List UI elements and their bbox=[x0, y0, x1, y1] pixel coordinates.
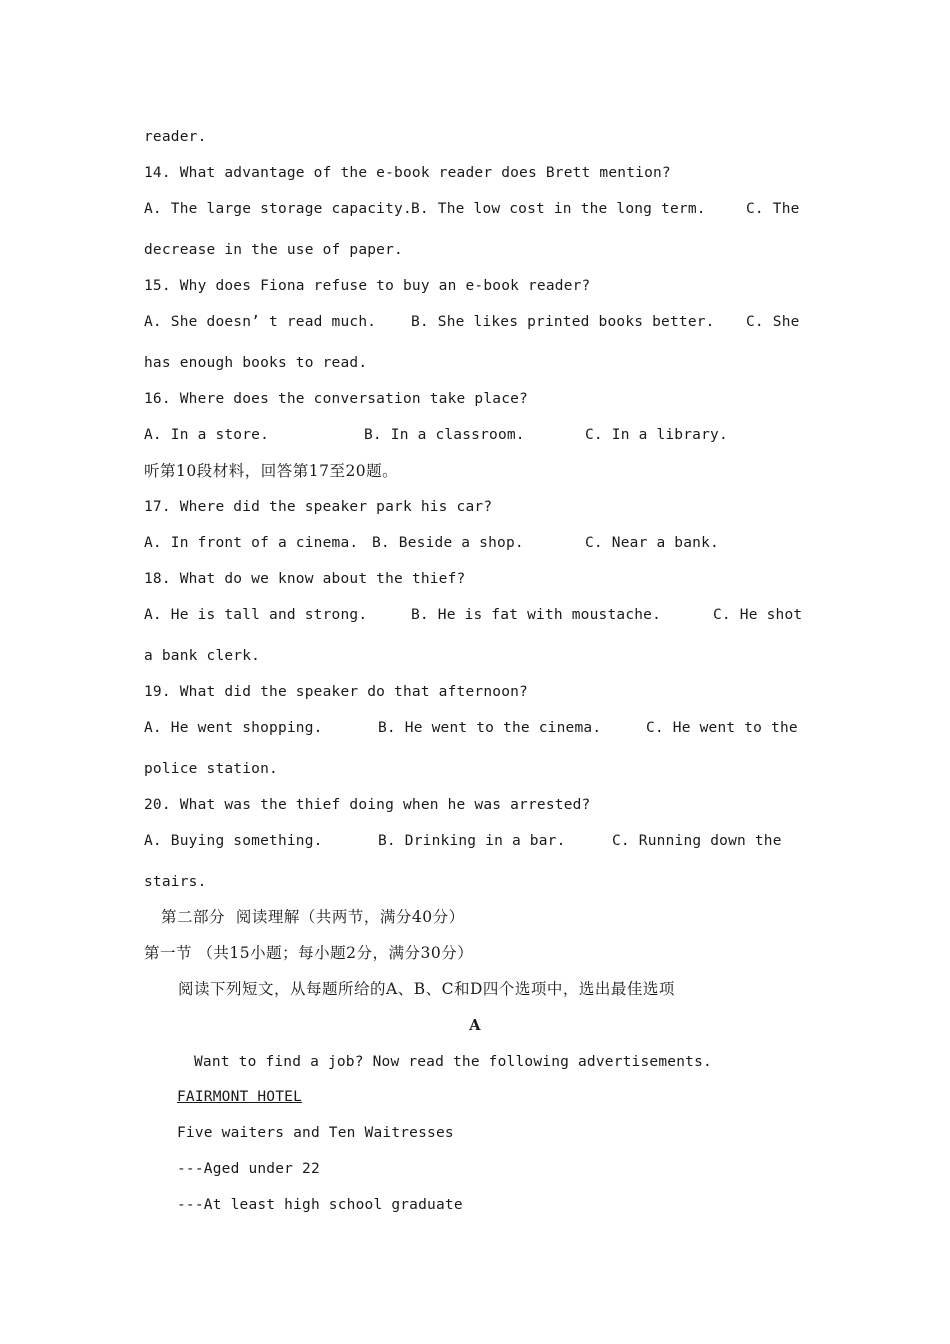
option-c: C. She bbox=[746, 314, 800, 330]
option-c-continued: police station. bbox=[144, 761, 278, 777]
option-a: A. She doesn’ t read much. bbox=[144, 314, 377, 330]
part-two-heading: 第二部分 阅读理解（共两节，满分40分） bbox=[161, 908, 465, 926]
ad-title: FAIRMONT HOTEL bbox=[177, 1089, 303, 1105]
option-c: C. Near a bank. bbox=[585, 535, 719, 551]
option-b: B. Drinking in a bar. bbox=[378, 833, 566, 849]
option-b: B. He is fat with moustache. bbox=[411, 607, 662, 623]
section-one-heading: 第一节 （共15小题；每小题2分，满分30分） bbox=[144, 944, 474, 962]
option-b: B. The low cost in the long term. bbox=[411, 201, 706, 217]
option-c-continued: decrease in the use of paper. bbox=[144, 242, 403, 258]
option-c: C. He shot bbox=[713, 607, 803, 623]
ad-line: ---Aged under 22 bbox=[177, 1161, 320, 1177]
ad-line: Five waiters and Ten Waitresses bbox=[177, 1125, 454, 1141]
question-19: 19. What did the speaker do that afternoon? bbox=[144, 684, 528, 700]
option-a: A. He went shopping. bbox=[144, 720, 323, 736]
question-17: 17. Where did the speaker park his car? bbox=[144, 499, 493, 515]
question-20: 20. What was the thief doing when he was arrested? bbox=[144, 797, 591, 813]
option-c: C. Running down the bbox=[612, 833, 782, 849]
section-heading-segment-10: 听第10段材料，回答第17至20题。 bbox=[144, 462, 399, 480]
question-14: 14. What advantage of the e-book reader does Brett mention? bbox=[144, 165, 671, 181]
option-c: C. He went to the bbox=[646, 720, 798, 736]
option-c-continued: stairs. bbox=[144, 874, 207, 890]
passage-label: A bbox=[469, 1017, 481, 1034]
question-18: 18. What do we know about the thief? bbox=[144, 571, 466, 587]
passage-intro: Want to find a job? Now read the following advertisements. bbox=[194, 1054, 712, 1070]
option-c: C. The bbox=[746, 201, 800, 217]
ad-line: ---At least high school graduate bbox=[177, 1197, 463, 1213]
text-line: reader. bbox=[144, 129, 207, 145]
option-a: A. He is tall and strong. bbox=[144, 607, 368, 623]
question-16: 16. Where does the conversation take place? bbox=[144, 391, 528, 407]
option-c-continued: has enough books to read. bbox=[144, 355, 368, 371]
option-a: A. Buying something. bbox=[144, 833, 323, 849]
instructions: 阅读下列短文，从每题所给的A、B、C和D四个选项中，选出最佳选项 bbox=[178, 980, 675, 998]
question-15: 15. Why does Fiona refuse to buy an e-book reader? bbox=[144, 278, 591, 294]
option-b: B. He went to the cinema. bbox=[378, 720, 602, 736]
option-b: B. She likes printed books better. bbox=[411, 314, 715, 330]
option-b: B. In a classroom. bbox=[364, 427, 525, 443]
option-a: A. In a store. bbox=[144, 427, 270, 443]
option-c-continued: a bank clerk. bbox=[144, 648, 261, 664]
option-a: A. The large storage capacity. bbox=[144, 201, 412, 217]
option-c: C. In a library. bbox=[585, 427, 728, 443]
option-b: B. Beside a shop. bbox=[372, 535, 524, 551]
option-a: A. In front of a cinema. bbox=[144, 535, 359, 551]
